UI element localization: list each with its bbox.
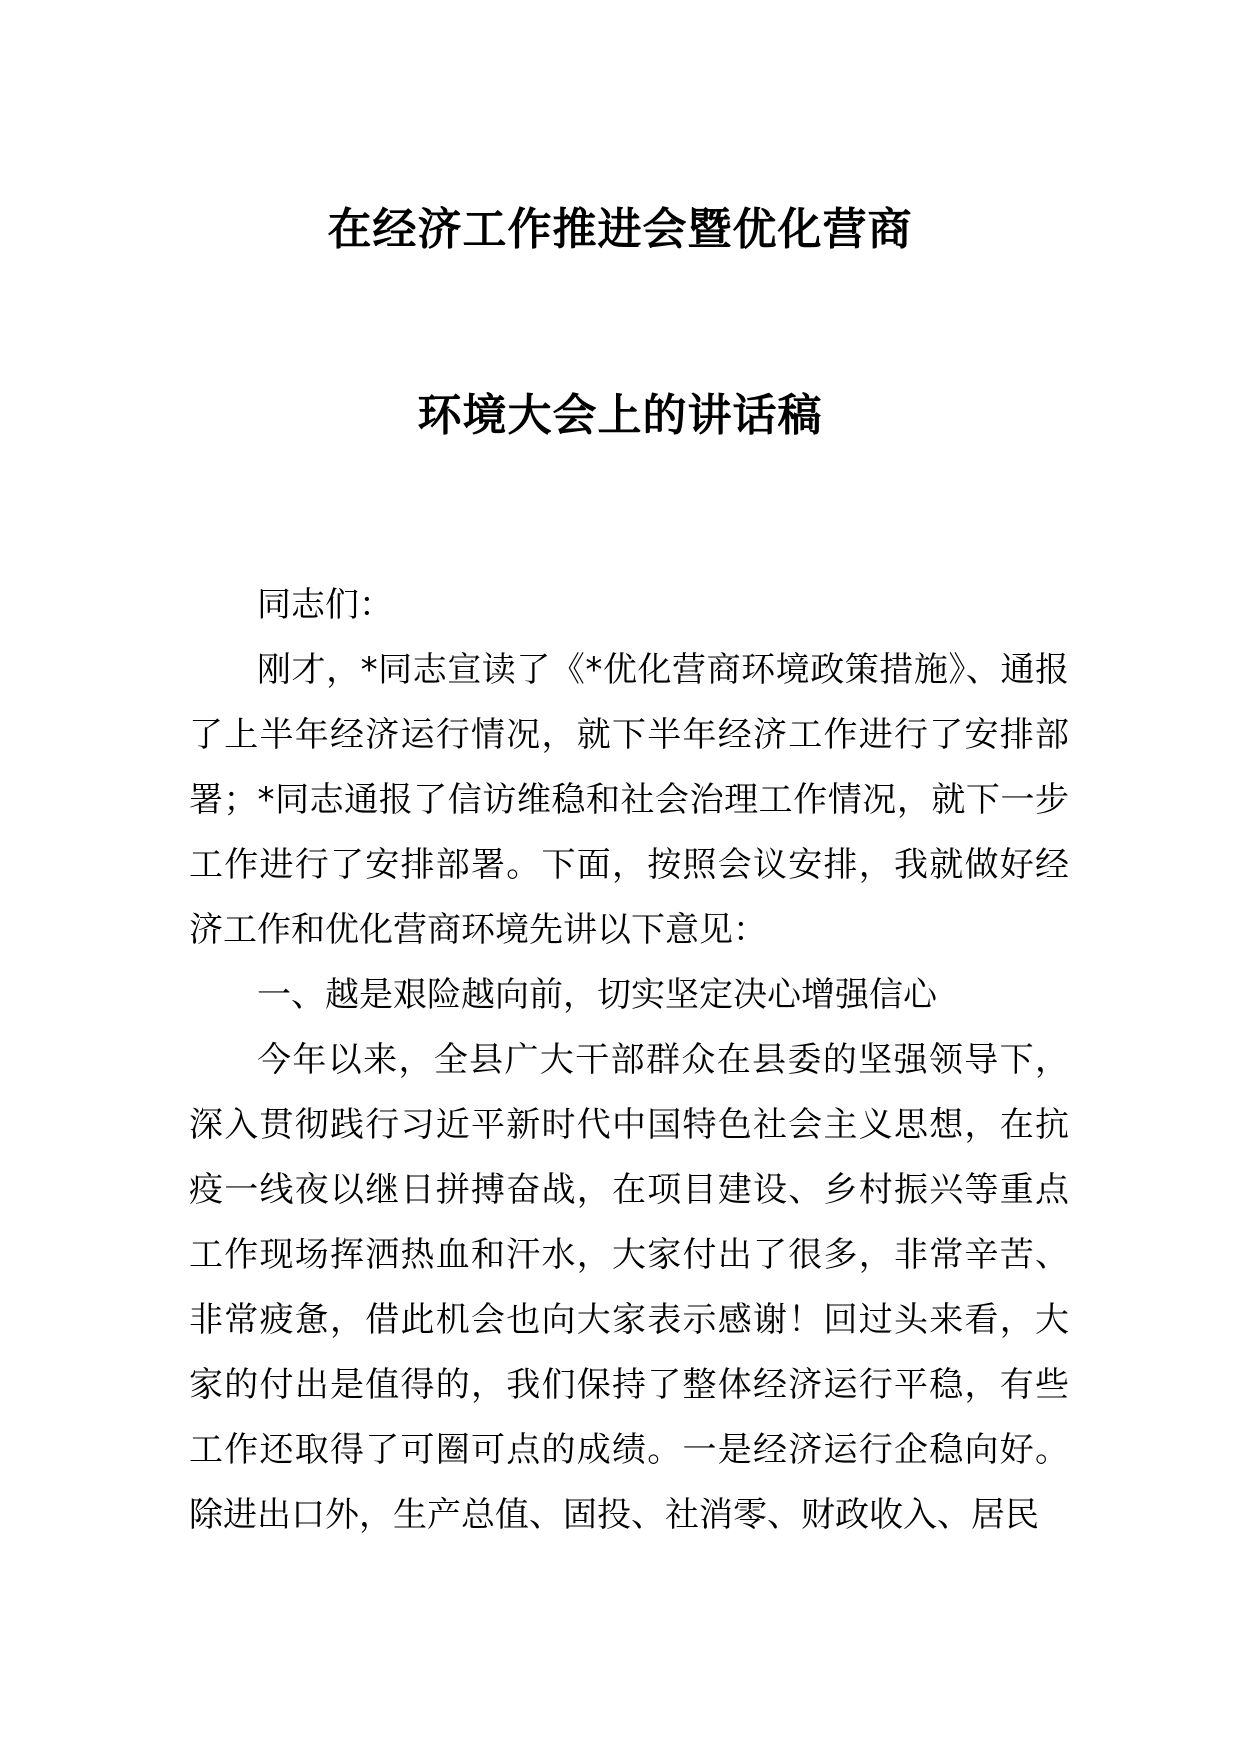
document-title-line-2: 环境大会上的讲话稿 bbox=[417, 390, 823, 441]
greeting: 同志们： bbox=[257, 585, 393, 625]
document-title-line-1: 在经济工作推进会暨优化营商 bbox=[327, 204, 913, 255]
document-body bbox=[189, 573, 1069, 1548]
section-heading-1: 一、越是艰险越向前，切实坚定决心增强信心 bbox=[257, 975, 937, 1015]
paragraph-opening: 刚才，*同志宣读了《*优化营商环境政策措施》、通报了上半年经济运行情况，就下半年经济工作进行了安排部署；*同志通报了信访维稳和社会治理工作情况，就下一步工作进行了安排部署。下面，按照会议安排，我就做好经济工作和优化营商环境先讲以下意见： bbox=[189, 650, 1069, 950]
paragraph-section-1: 今年以来，全县广大干部群众在县委的坚强领导下，深入贯彻践行习近平新时代中国特色社会主义思想，在抗疫一线夜以继日拼搏奋战，在项目建设、乡村振兴等重点工作现场挥洒热血和汗水，大家付出了很多，非常辛苦、非常疲惫，借此机会也向大家表示感谢！回过头来看，大家的付出是值得的，我们保持了整体经济运行平稳，有些工作还取得了可圈可点的成绩。一是经济运行企稳向好。除进出口外，生产总值、固投、社消零、财政收入、居民 bbox=[189, 1040, 1069, 1535]
